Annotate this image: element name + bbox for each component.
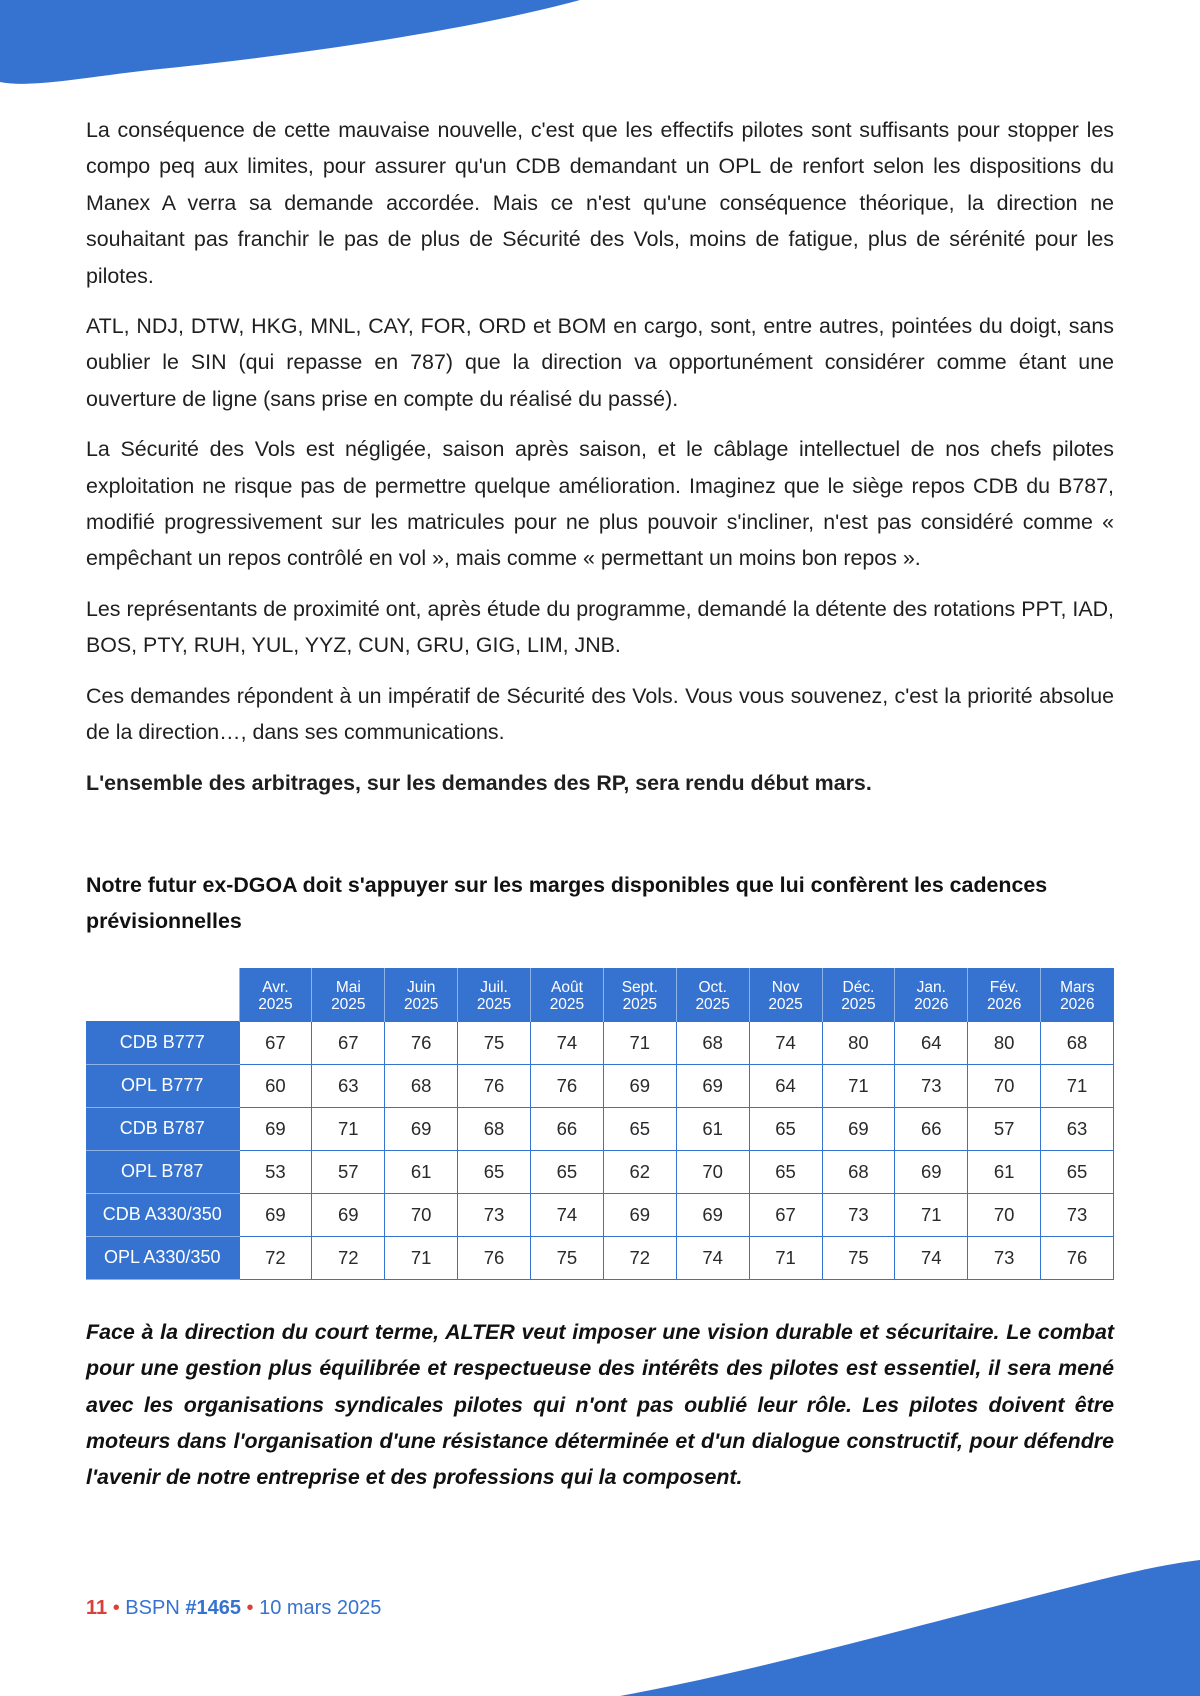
- table-cell: 67: [239, 1021, 312, 1064]
- bullet-separator: •: [246, 1597, 254, 1619]
- table-cell: 69: [385, 1107, 458, 1150]
- row-label: OPL A330/350: [86, 1236, 239, 1279]
- table-cell: 65: [749, 1150, 822, 1193]
- month-header: Août 2025: [531, 968, 604, 1022]
- table-cell: 73: [1041, 1193, 1114, 1236]
- table-cell: 66: [531, 1107, 604, 1150]
- table-cell: 76: [458, 1236, 531, 1279]
- table-cell: 65: [531, 1150, 604, 1193]
- table-cell: 68: [822, 1150, 895, 1193]
- table-header-row: [86, 968, 1114, 1022]
- table-cell: 70: [676, 1150, 749, 1193]
- table-cell: 68: [385, 1064, 458, 1107]
- table-cell: 57: [968, 1107, 1041, 1150]
- table-cell: 75: [531, 1236, 604, 1279]
- table-row: [86, 1236, 1114, 1279]
- paragraph: La conséquence de cette mauvaise nouvelle, c'est que les effectifs pilotes sont suffisants pour stopper les compo peq aux limites, pour assurer qu'un CDB demandant un OPL de renfort selon les dispositions du Manex A verra sa demande accordée. Mais ce n'est qu'une conséquence théorique, la direction ne souhaitant pas franchir le pas de plus de Sécurité des Vols, moins de fatigue, plus de sérénité pour les pilotes.: [86, 118, 1114, 288]
- table-cell: 68: [676, 1021, 749, 1064]
- table-row: [86, 1064, 1114, 1107]
- month-header: Mai 2025: [312, 968, 385, 1022]
- table-cell: 62: [603, 1150, 676, 1193]
- table-cell: 67: [312, 1021, 385, 1064]
- table-cell: 73: [822, 1193, 895, 1236]
- table-cell: 57: [312, 1150, 385, 1193]
- top-wave-decoration: [0, 0, 600, 90]
- table-cell: 71: [312, 1107, 385, 1150]
- table-cell: 61: [676, 1107, 749, 1150]
- month-header: Déc. 2025: [822, 968, 895, 1022]
- month-header: Avr. 2025: [239, 968, 312, 1022]
- table-cell: 74: [895, 1236, 968, 1279]
- month-header: Sept. 2025: [603, 968, 676, 1022]
- closing-statement: Face à la direction du court terme, ALTER veut imposer une vision durable et sécuritaire. Le combat pour une gestion plus équilibrée et respectueuse des intérêts des pilotes est essentiel, il sera mené avec les organisations syndicales pilotes qui n'ont pas oublié leur rôle. Les pilotes doivent être moteurs dans l'organisation d'une résistance déterminée et d'un dialogue constructif, pour défendre l'avenir de notre entreprise et des professions qui la composent.: [86, 1319, 1114, 1490]
- publication-date: 10 mars 2025: [259, 1597, 382, 1619]
- article-body: [86, 112, 1114, 1496]
- table-cell: 73: [968, 1236, 1041, 1279]
- month-header: Juin 2025: [385, 968, 458, 1022]
- table-cell: 71: [603, 1021, 676, 1064]
- paragraph: La Sécurité des Vols est négligée, saison après saison, et le câblage intellectuel de nos chefs pilotes exploitation ne risque pas de permettre quelque amélioration. Imaginez que le siège repos CDB du B787, modifié progressivement sur les matricules pour ne plus pouvoir s'incliner, n'est pas considéré comme « empêchant un repos contrôlé en vol », mais comme « permettant un moins bon repos ».: [86, 437, 1114, 571]
- bold-statement: L'ensemble des arbitrages, sur les demandes des RP, sera rendu début mars.: [86, 770, 872, 795]
- month-header: Juil. 2025: [458, 968, 531, 1022]
- table-cell: 72: [312, 1236, 385, 1279]
- table-cell: 63: [312, 1064, 385, 1107]
- table-cell: 71: [822, 1064, 895, 1107]
- paragraph: Les représentants de proximité ont, après étude du programme, demandé la détente des rotations PPT, IAD, BOS, PTY, RUH, YUL, YYZ, CUN, GRU, GIG, LIM, JNB.: [86, 596, 1114, 658]
- table-cell: 60: [239, 1064, 312, 1107]
- table-cell: 69: [603, 1064, 676, 1107]
- table-cell: 61: [385, 1150, 458, 1193]
- table-cell: 69: [312, 1193, 385, 1236]
- table-cell: 67: [749, 1193, 822, 1236]
- table-cell: 71: [749, 1236, 822, 1279]
- table-cell: 74: [749, 1021, 822, 1064]
- table-row: [86, 1193, 1114, 1236]
- row-label: OPL B787: [86, 1150, 239, 1193]
- table-cell: 69: [603, 1193, 676, 1236]
- table-cell: 69: [822, 1107, 895, 1150]
- page-footer: [86, 1597, 381, 1620]
- table-cell: 70: [385, 1193, 458, 1236]
- row-label: OPL B777: [86, 1064, 239, 1107]
- table-cell: 70: [968, 1193, 1041, 1236]
- table-cell: 61: [968, 1150, 1041, 1193]
- publication-name: BSPN: [125, 1597, 180, 1619]
- month-header: Nov 2025: [749, 968, 822, 1022]
- table-cell: 72: [239, 1236, 312, 1279]
- paragraph: ATL, NDJ, DTW, HKG, MNL, CAY, FOR, ORD et BOM en cargo, sont, entre autres, pointées du doigt, sans oublier le SIN (qui repasse en 787) que la direction va opportunément considérer comme étant une ouverture de ligne (sans prise en compte du réalisé du passé).: [86, 314, 1114, 411]
- month-header: Oct. 2025: [676, 968, 749, 1022]
- bottom-wave-decoration: [0, 1560, 1200, 1696]
- table-cell: 64: [749, 1064, 822, 1107]
- table-cell: 69: [676, 1064, 749, 1107]
- table-cell: 69: [895, 1150, 968, 1193]
- table-corner: [86, 968, 239, 1022]
- table-cell: 65: [603, 1107, 676, 1150]
- table-cell: 63: [1041, 1107, 1114, 1150]
- issue-number: #1465: [185, 1597, 241, 1619]
- cadences-table: [86, 968, 1114, 1280]
- table-cell: 65: [1041, 1150, 1114, 1193]
- row-label: CDB B787: [86, 1107, 239, 1150]
- month-header: Jan. 2026: [895, 968, 968, 1022]
- row-label: CDB A330/350: [86, 1193, 239, 1236]
- page-number: 11: [86, 1597, 108, 1619]
- table-cell: 76: [385, 1021, 458, 1064]
- paragraph: Ces demandes répondent à un impératif de Sécurité des Vols. Vous vous souvenez, c'est la priorité absolue de la direction…, dans ses communications.: [86, 683, 1114, 745]
- table-cell: 69: [676, 1193, 749, 1236]
- table-cell: 68: [1041, 1021, 1114, 1064]
- table-cell: 73: [458, 1193, 531, 1236]
- table-cell: 72: [603, 1236, 676, 1279]
- table-cell: 74: [531, 1193, 604, 1236]
- table-cell: 74: [531, 1021, 604, 1064]
- table-cell: 65: [749, 1107, 822, 1150]
- table-cell: 69: [239, 1193, 312, 1236]
- table-cell: 69: [239, 1107, 312, 1150]
- table-row: [86, 1021, 1114, 1064]
- row-label: CDB B777: [86, 1021, 239, 1064]
- table-heading: Notre futur ex-DGOA doit s'appuyer sur les marges disponibles que lui confèrent les cadences prévisionnelles: [86, 872, 1048, 934]
- table-cell: 68: [458, 1107, 531, 1150]
- table-cell: 76: [531, 1064, 604, 1107]
- table-cell: 53: [239, 1150, 312, 1193]
- table-cell: 76: [1041, 1236, 1114, 1279]
- table-row: [86, 1107, 1114, 1150]
- table-cell: 71: [1041, 1064, 1114, 1107]
- table-cell: 76: [458, 1064, 531, 1107]
- table-cell: 74: [676, 1236, 749, 1279]
- month-header: Mars 2026: [1041, 968, 1114, 1022]
- table-cell: 75: [822, 1236, 895, 1279]
- table-cell: 66: [895, 1107, 968, 1150]
- table-row: [86, 1150, 1114, 1193]
- table-cell: 71: [385, 1236, 458, 1279]
- table-cell: 65: [458, 1150, 531, 1193]
- table-cell: 75: [458, 1021, 531, 1064]
- table-cell: 64: [895, 1021, 968, 1064]
- table-cell: 80: [968, 1021, 1041, 1064]
- table-cell: 71: [895, 1193, 968, 1236]
- month-header: Fév. 2026: [968, 968, 1041, 1022]
- table-cell: 70: [968, 1064, 1041, 1107]
- bullet-separator: •: [112, 1597, 120, 1619]
- table-cell: 73: [895, 1064, 968, 1107]
- table-cell: 80: [822, 1021, 895, 1064]
